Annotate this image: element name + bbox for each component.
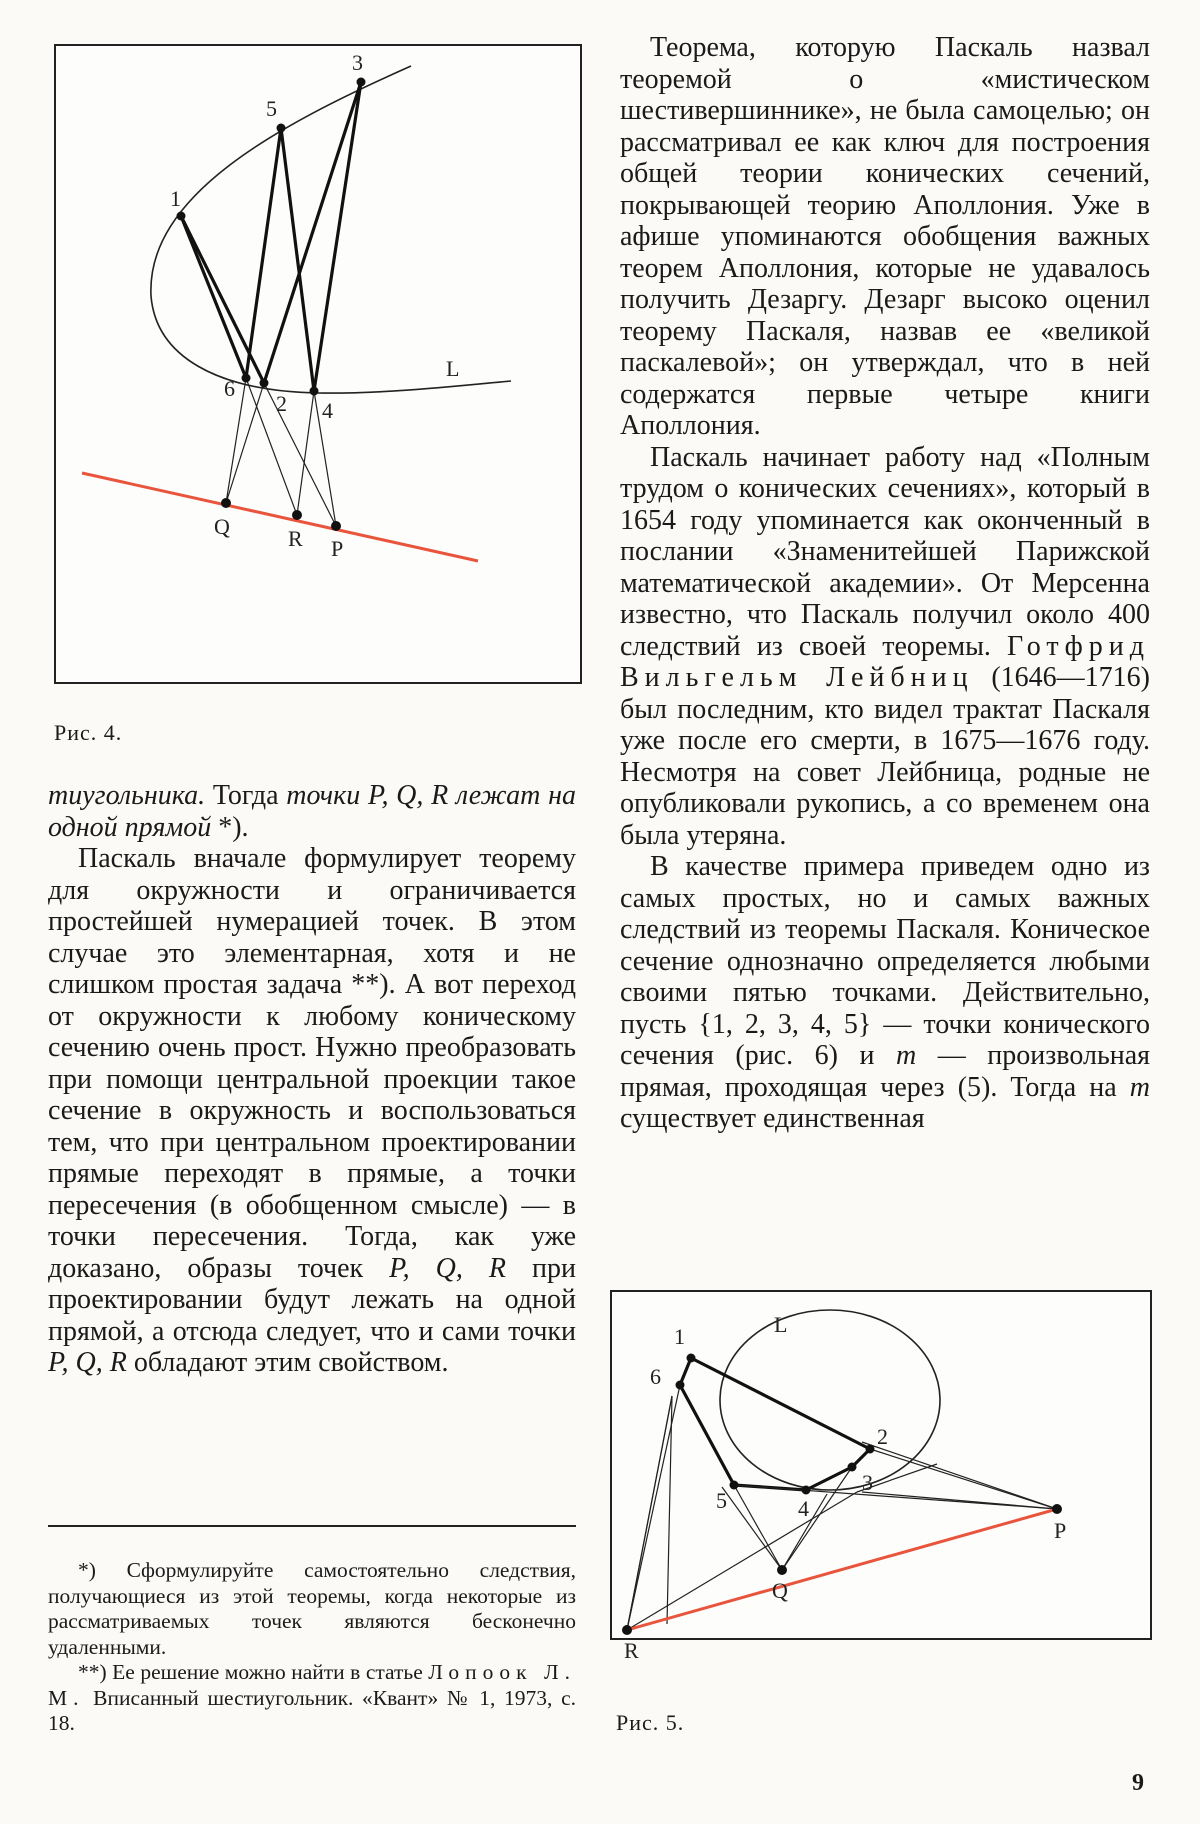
right-paragraph-1: Теорема, которую Паскаль назвал теоремой о «мистическом шестивершиннике», не была самоцелью; он рассматривал ее как ключ для построения общей теории конических сечений, покрывающей теорию Аполлония. Уже в афише упоминаются обобщения важных теорем Аполлония, которые не удавалось получить Дезаргу. Дезарг высоко оценил теорему Паскаля, назвав ее «великой паскалевой»; он утверждал, что в ней содержатся первые четыре книги Аполлония. [620,32,1150,441]
footnote-rule [48,1525,576,1527]
left-paragraph-1: тиугольника. Тогда точки P, Q, R лежат на одной прямой *). [48,780,576,843]
fig5-label-5: 5 [716,1488,727,1513]
pascal-line [82,473,478,561]
footnote-2: **) Ее решение можно найти в статье Лопоок Л. М. Вписанный шестиугольник. «Квант» № 1, 1973, с. 18. [48,1660,576,1735]
fig5-label-2: 2 [877,1424,888,1449]
fig5-label-3: 3 [862,1470,873,1495]
fig5-label-6: 6 [650,1364,661,1389]
figure-5 [610,1290,1152,1663]
figure-5-caption: Рис. 5. [616,1710,685,1735]
fig4-label-3: 3 [352,50,363,75]
figure-4-diagram [56,46,580,682]
fig5-label-p: P [1054,1518,1067,1543]
fig5-label-1: 1 [674,1324,685,1349]
fig5-label-l: L [774,1312,788,1337]
fig4-label-4: 4 [322,398,333,423]
figure-4 [54,44,582,684]
figure-4-points [177,78,366,532]
fig4-label-p: P [331,536,344,561]
right-paragraph-3: В качестве примера приведем одно из самых простых, но и самых важных следствий из теоремы Паскаля. Коническое сечение однозначно определяется любыми своими пятью точками. Действительно, пусть {1, 2, 3, 4, 5} — точки конического сечения (рис. 6) и m — произвольная прямая, проходящая через (5). Тогда на m существует единственная [620,851,1150,1134]
right-paragraph-2: Паскаль начинает работу над «Полным трудом о конических сечениях», который в 1654 году упоминается как оконченный в послании «Знаменитейшей Парижской математической академии». От Мерсенна известно, что Паскаль получил около 400 следствий из своей теоремы. Готфрид Вильгельм Лейбниц (1646—1716) был последним, кто видел трактат Паскаля уже после его смерти, в 1675—1676 году. Несмотря на совет Лейбница, родные не опубликовали рукопись, а со временем она была утеряна. [620,441,1150,851]
fig4-label-6: 6 [224,376,235,401]
fig5-label-q: Q [772,1578,788,1603]
thin-lines [627,1396,1057,1630]
footnote-1: *) Сформулируйте самостоятельно следствия, получающиеся из этой теоремы, когда некоторые из рассматриваемых точек являются бесконечно удаленными. [48,1558,576,1659]
right-column-text [620,32,1150,1135]
left-column-text [48,780,576,1379]
fig4-label-r: R [288,526,303,551]
fig4-label-l: L [446,356,460,381]
fig5-label-4: 4 [798,1496,809,1521]
left-paragraph-2: Паскаль вначале формулирует теорему для окружности и ограничивается простейшей нумерацией точек. В этом случае это элементарная, хотя и не слишком простая задача **). А вот переход от окружности к любому коническому сечению очень прост. Нужно преобразовать при помощи центральной проекции такое сечение в окружность и воспользоваться тем, что при центральном проектировании прямые переходят в прямые, а точки пересечения (в обобщенном смысле) — в точки пересечения. Тогда, как уже доказано, образы точек P, Q, R при проектировании будут лежать на одной прямой, а отсюда следует, что и сами точки P, Q, R обладают этим свойством. [48,843,576,1378]
footnotes [48,1558,576,1737]
pascal-line [627,1509,1057,1630]
conic-ellipse-l [720,1310,940,1490]
fig5-label-r: R [624,1638,639,1663]
fig4-label-q: Q [214,514,230,539]
fig4-label-2: 2 [276,391,287,416]
figure-5-diagram [612,1292,1150,1663]
page-number: 9 [1132,1770,1144,1796]
hexagon-sides [181,82,361,391]
fig4-label-1: 1 [170,186,181,211]
conic-curve-l [151,66,511,393]
hexagon-sides [680,1358,870,1490]
figure-4-caption: Рис. 4. [54,720,123,745]
fig4-label-5: 5 [266,96,277,121]
